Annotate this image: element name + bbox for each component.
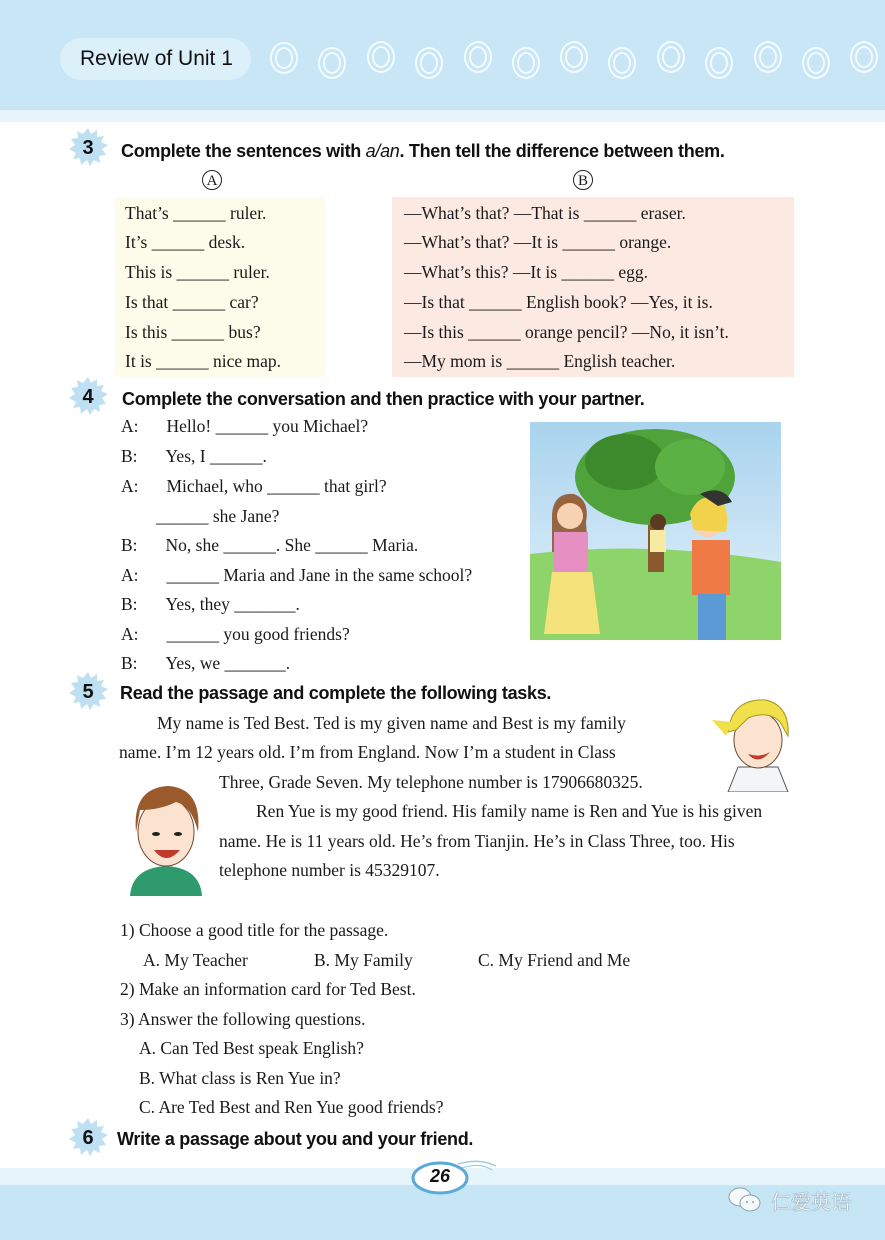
section-badge-6 [68,1118,108,1158]
section-number: 3 [82,137,94,159]
task-3: 3) Answer the following questions. [120,1009,366,1029]
section-4-instruction: Complete the conversation and then practice with your partner. [122,389,645,409]
watermark [727,1182,851,1218]
sentence-a: This is ______ ruler. [125,262,270,282]
page-number-badge [412,1160,472,1196]
sentence-a: Is this ______ bus? [125,322,261,342]
instruction-emphasis: a/an [365,141,400,161]
passage-line: Three, Grade Seven. My telephone number is 17906680325. [219,772,643,792]
sentence-b: —My mom is ______ English teacher. [404,351,676,371]
exercise-box-a [115,197,325,377]
sentence-b: —What’s that? —That is ______ eraser. [404,203,686,223]
section-3-instruction [121,141,725,162]
passage-line: My name is Ted Best. Ted is my given name and Best is my family [157,713,626,733]
header-divider [0,110,885,122]
task-2: 2) Make an information card for Ted Best. [120,979,416,999]
ring-icon [318,47,346,79]
question-c: C. Are Ted Best and Ren Yue good friends? [139,1097,444,1117]
dialogue-text: ______ Maria and Jane in the same school? [166,565,473,585]
speaker-label: A: [121,565,139,585]
exercise-box-b [392,197,794,377]
dialogue-line [121,653,290,674]
ring-icon [560,41,588,73]
speaker-label: B: [121,653,138,673]
dialogue-line [121,476,387,497]
sentence-a: Is that ______ car? [125,292,259,312]
option-b: B. My Family [314,950,413,970]
dialogue-line [121,624,350,645]
speaker-label: B: [121,446,138,466]
sentence-b: —What’s that? —It is ______ orange. [404,232,672,252]
section-6-instruction: Write a passage about you and your friend. [117,1129,474,1149]
dialogue-text: ______ she Jane? [156,506,280,526]
column-label-b: B [573,170,593,190]
ring-icon [705,47,733,79]
option-c: C. My Friend and Me [478,950,631,970]
question-b: B. What class is Ren Yue in? [139,1068,341,1088]
unit-title-pill [60,38,251,80]
column-label-a: A [202,170,222,190]
ring-icon [367,41,395,73]
park-scene-illustration [530,422,781,640]
dialogue-line [121,594,300,615]
passage-line: name. I’m 12 years old. I’m from England. Now I’m a student in Class [119,742,616,762]
page-number: 26 [429,1166,451,1186]
section-number: 4 [82,386,94,408]
dialogue-line [156,506,279,527]
unit-title: Review of Unit 1 [80,47,233,70]
speaker-label: A: [121,416,139,436]
passage-line: Ren Yue is my good friend. His family name is Ren and Yue is his given [256,801,763,821]
ring-icon [850,41,878,73]
sentence-a: That’s ______ ruler. [125,203,267,223]
task-1: 1) Choose a good title for the passage. [120,920,389,940]
dialogue-text: Yes, we _______. [165,653,291,673]
section-badge-5 [68,672,108,712]
sentence-b: —Is that ______ English book? —Yes, it is. [404,292,713,312]
section-badge-3 [68,128,108,168]
ring-icon [754,41,782,73]
speaker-label: B: [121,535,138,555]
option-a: A. My Teacher [143,950,248,970]
instruction-text: Complete the sentences with [121,141,366,161]
section-5-instruction: Read the passage and complete the following tasks. [120,683,552,703]
passage-line: telephone number is 45329107. [219,860,440,880]
sentence-a: It is ______ nice map. [125,351,282,371]
sentence-a: It’s ______ desk. [125,232,246,252]
dialogue-line [121,446,267,467]
sentence-b: —Is this ______ orange pencil? —No, it isn’t. [404,322,729,342]
dialogue-text: Hello! ______ you Michael? [166,416,369,436]
instruction-text: . Then tell the difference between them. [399,141,725,161]
decorative-rings [268,40,885,80]
question-a: A. Can Ted Best speak English? [139,1038,364,1058]
ren-yue-illustration [126,780,206,896]
dialogue-line [121,565,472,586]
dialogue-text: No, she ______. She ______ Maria. [165,535,419,555]
dialogue-text: ______ you good friends? [166,624,350,644]
ring-icon [657,41,685,73]
section-number: 6 [82,1127,94,1149]
dialogue-line [121,535,418,556]
wechat-icon [727,1185,763,1215]
ring-icon [415,47,443,79]
dialogue-text: Michael, who ______ that girl? [166,476,387,496]
sentence-b: —What’s this? —It is ______ egg. [404,262,649,282]
speaker-label: B: [121,594,138,614]
ring-icon [608,47,636,79]
dialogue-text: Yes, I ______. [165,446,267,466]
dialogue-text: Yes, they _______. [165,594,300,614]
speaker-label: A: [121,476,139,496]
dialogue-line [121,416,368,437]
ring-icon [802,47,830,79]
watermark-text: 仁爱英语 [771,1189,851,1214]
speaker-label: A: [121,624,139,644]
ring-icon [270,42,298,74]
passage-line: name. He is 11 years old. He’s from Tianjin. He’s in Class Three, too. His [219,831,735,851]
section-badge-4 [68,377,108,417]
section-number: 5 [82,681,94,703]
ring-icon [512,47,540,79]
ring-icon [464,41,492,73]
ted-best-illustration [708,692,798,792]
